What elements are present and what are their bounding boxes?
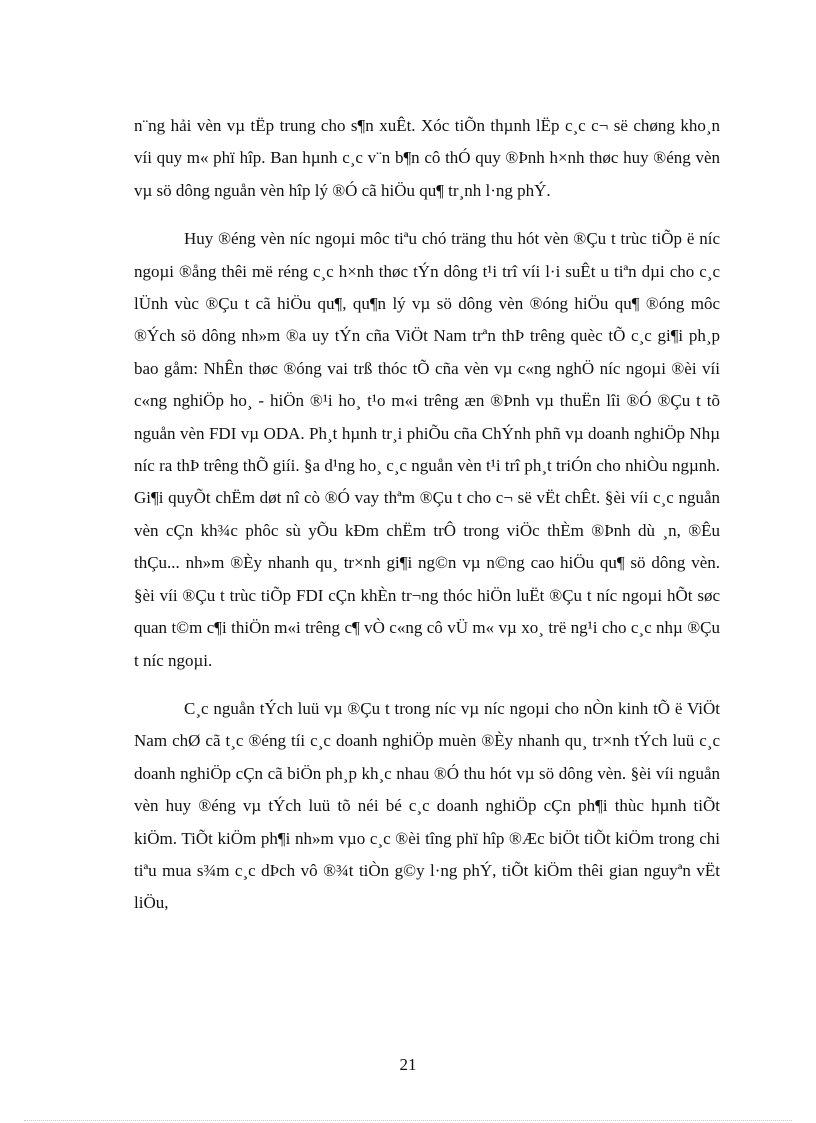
page-number: 21	[399, 1055, 417, 1074]
page-bottom-border	[24, 1120, 792, 1121]
paragraph-3: C¸c nguån tÝch luü vµ ®Çu t trong níc vµ níc ngoµi cho nÒn kinh tÕ ë ViÖt Nam chØ cã t¸c ®éng tíi c¸c doanh nghiÖp muèn ®Èy nhanh qu¸ tr×nh tÝch luü c¸c doanh nghiÖp cÇn cã biÖn ph¸p kh¸c nhau ®Ó thu hót vµ sö dông vèn. §èi víi nguån vèn huy ®éng vµ tÝch luü tõ néi bé c¸c doanh nghiÖp cÇn ph¶i thùc hµnh tiÕt kiÖm. TiÕt kiÖm ph¶i nh»m vµo c¸c ®èi tîng phï hîp ®Æc biÖt tiÕt kiÖm trong chi tiªu mua s¾m c¸c dÞch vô ®¾t tiÒn g©y l·ng phÝ, tiÕt kiÖm thêi gian nguyªn vËt liÖu,	[134, 698, 720, 913]
body-text	[134, 110, 720, 936]
paragraph-1: n¨ng hải vèn vµ tËp trung cho s¶n xuÊt. Xóc tiÕn thµnh lËp c¸c c¬ së chøng kho¸n víi quy m« phï hîp. Ban hµnh c¸c v¨n b¶n cô thÓ quy ®Þnh h×nh thøc huy ®éng vèn vµ sö dông nguån vèn hîp lý ®Ó cã hiÖu qu¶ tr¸nh l·ng phÝ.	[134, 116, 720, 200]
paragraph-2: Huy ®éng vèn níc ngoµi môc tiªu chó träng thu hót vèn ®Çu t trùc tiÕp ë níc ngoµi ®ång thêi më réng c¸c h×nh thøc tÝn dông t¹i trî víi l·i suÊt u tiªn dµi cho c¸c lÜnh vùc ®Çu t cã hiÖu qu¶, qu¶n lý vµ sö dông vèn ®óng hiÖu qu¶ ®óng môc ®Ých sö dông nh»m ®a uy tÝn cña ViÖt Nam trªn thÞ trêng quèc tÕ c¸c gi¶i ph¸p bao gåm: NhÊn thøc ®óng vai trß thóc tÕ cña vèn vµ c«ng nghÖ níc ngoµi ®èi víi c«ng nghiÖp ho¸ - hiÖn ®¹i ho¸ t¹o m«i trêng æn ®Þnh vµ thuËn lîi ®Ó ®Çu t tõ nguån vèn FDI vµ ODA. Ph¸t hµnh tr¸i phiÕu cña ChÝnh phñ vµ doanh nghiÖp Nhµ níc ra thÞ trêng thÕ giíi. §a d¹ng ho¸ c¸c nguån vèn t¹i trî ph¸t triÓn cho nhiÒu ngµnh. Gi¶i quyÕt chËm døt nî cò ®Ó vay thªm ®Çu t cho c¬ së vËt chÊt. §èi víi c¸c nguån vèn cÇn kh¾c phôc sù yÕu kÐm chËm trÔ trong viÖc thÈm ®Þnh dù ¸n, ®Êu thÇu... nh»m ®Èy nhanh qu¸ tr×nh gi¶i ng©n vµ n©ng cao hiÖu qu¶ sö dông vèn. §èi víi ®Çu t trùc tiÕp FDI cÇn khÈn tr¬ng thóc hiÖn luËt ®Çu t níc ngoµi hÕt søc quan t©m c¶i thiÖn m«i trêng c¶ vÒ c«ng cô vÜ m« vµ xo¸ trë ng¹i cho c¸c nhµ ®Çu t níc ngoµi.	[134, 229, 720, 670]
